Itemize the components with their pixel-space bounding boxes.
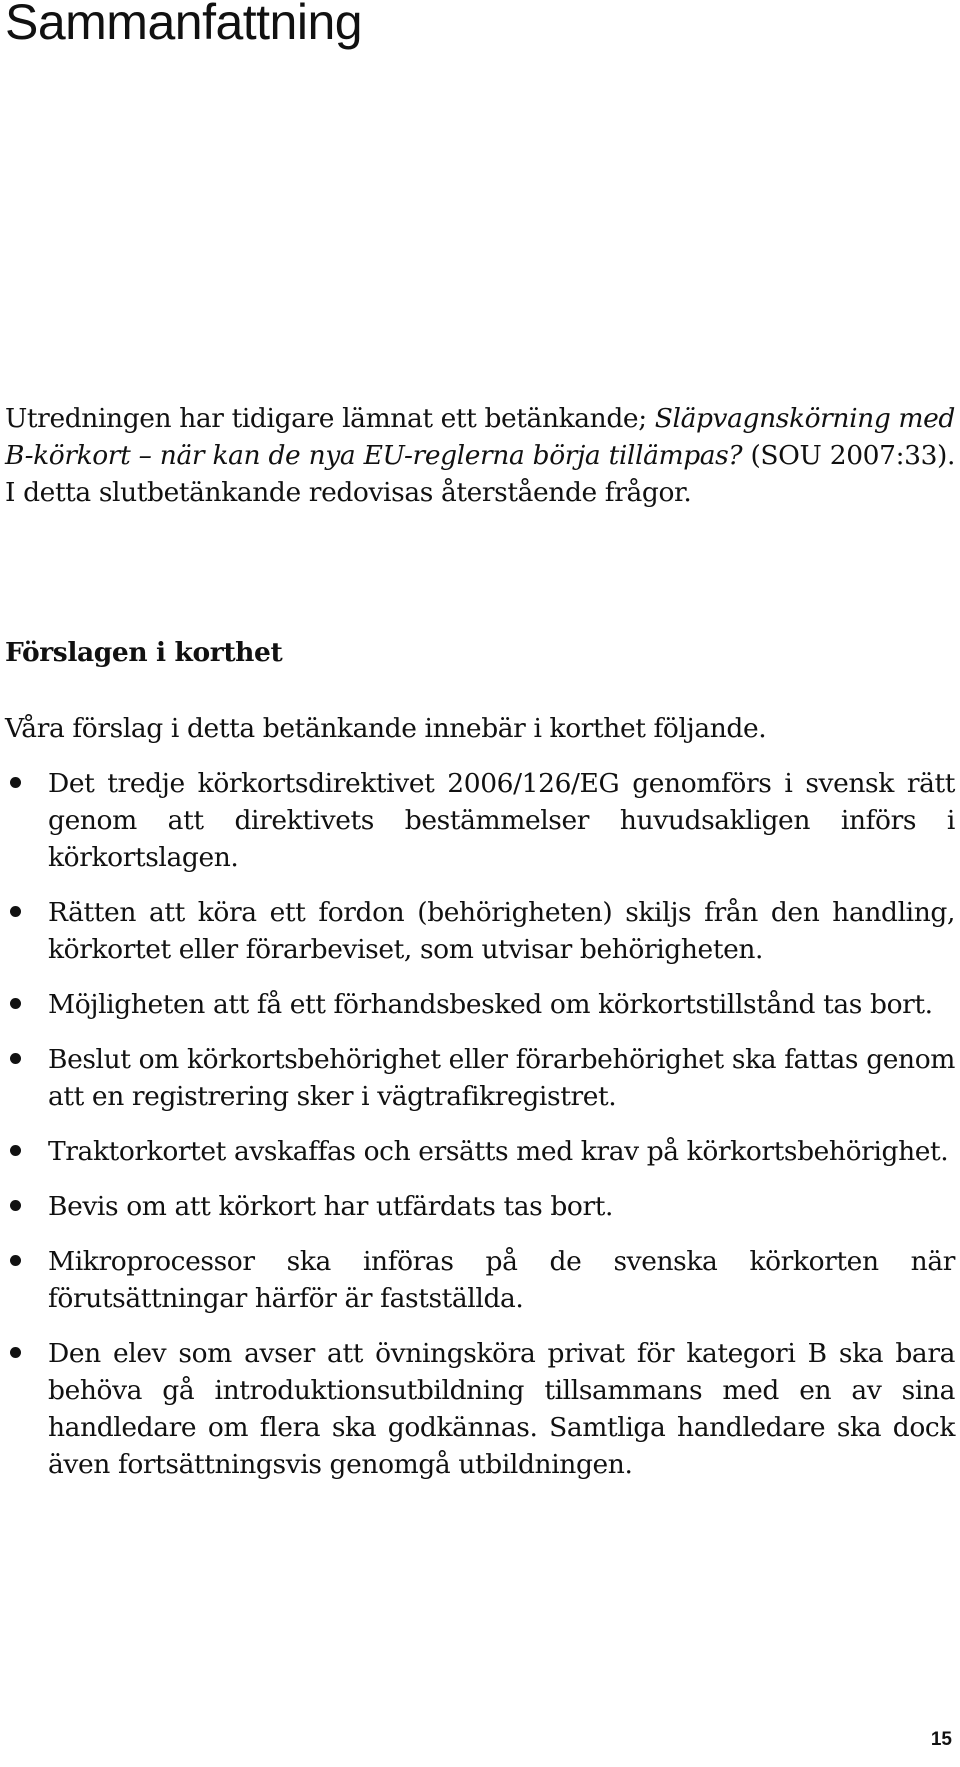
bullet-icon bbox=[10, 1053, 21, 1064]
list-item-text: Traktorkortet avskaffas och ersätts med krav på körkortsbehörighet. bbox=[48, 1136, 949, 1167]
section-lead: Våra förslag i detta betänkande innebär i korthet följande. bbox=[5, 713, 767, 744]
list-item-text: Mikroprocessor ska införas på de svenska körkorten när förutsättningar härför är fastställda. bbox=[48, 1246, 955, 1314]
intro-text-end: (SOU 2007:33). I detta slutbetänkande redovisas återstående frågor. bbox=[5, 440, 955, 508]
list-item bbox=[0, 986, 955, 1023]
list-item bbox=[0, 1243, 955, 1317]
section-heading: Förslagen i korthet bbox=[5, 637, 283, 668]
list-item bbox=[0, 1335, 955, 1483]
bullet-icon bbox=[10, 906, 21, 917]
bullet-icon bbox=[10, 777, 21, 788]
list-item-text: Bevis om att körkort har utfärdats tas bort. bbox=[48, 1191, 613, 1222]
bullet-icon bbox=[10, 1200, 21, 1211]
page-number: 15 bbox=[930, 1729, 952, 1750]
list-item bbox=[0, 894, 955, 968]
page-title: Sammanfattning bbox=[5, 0, 363, 50]
list-item-text: Det tredje körkortsdirektivet 2006/126/EG genomförs i svensk rätt genom att direktivets bestämmelser huvudsakligen införs i körkortslagen. bbox=[48, 768, 955, 873]
list-item bbox=[0, 1041, 955, 1115]
list-item-text: Rätten att köra ett fordon (behörigheten) skiljs från den handling, körkortet eller förarbeviset, som utvisar behörigheten. bbox=[48, 897, 955, 965]
bullet-icon bbox=[10, 1347, 21, 1358]
list-item bbox=[0, 765, 955, 876]
bullet-icon bbox=[10, 998, 21, 1009]
bullet-icon bbox=[10, 1255, 21, 1266]
list-item-text: Möjligheten att få ett förhandsbesked om körkortstillstånd tas bort. bbox=[48, 989, 933, 1020]
proposal-list bbox=[0, 765, 955, 1501]
report-title-italic: Släpvagnskörning med B-körkort – när kan de nya EU-reglerna börja tillämpas? bbox=[5, 403, 955, 471]
list-item-text: Beslut om körkortsbehörighet eller förarbehörighet ska fattas genom att en registrering sker i vägtrafikregistret. bbox=[48, 1044, 955, 1112]
bullet-icon bbox=[10, 1145, 21, 1156]
list-item bbox=[0, 1133, 955, 1170]
list-item bbox=[0, 1188, 955, 1225]
intro-text-start: Utredningen har tidigare lämnat ett betänkande; bbox=[5, 403, 655, 434]
intro-paragraph bbox=[5, 400, 955, 511]
list-item-text: Den elev som avser att övningsköra privat för kategori B ska bara behöva gå introduktionsutbildning tillsammans med en av sina handledare om flera ska godkännas. Samtliga handledare ska dock även fortsättningsvis genomgå utbildningen. bbox=[48, 1338, 955, 1480]
